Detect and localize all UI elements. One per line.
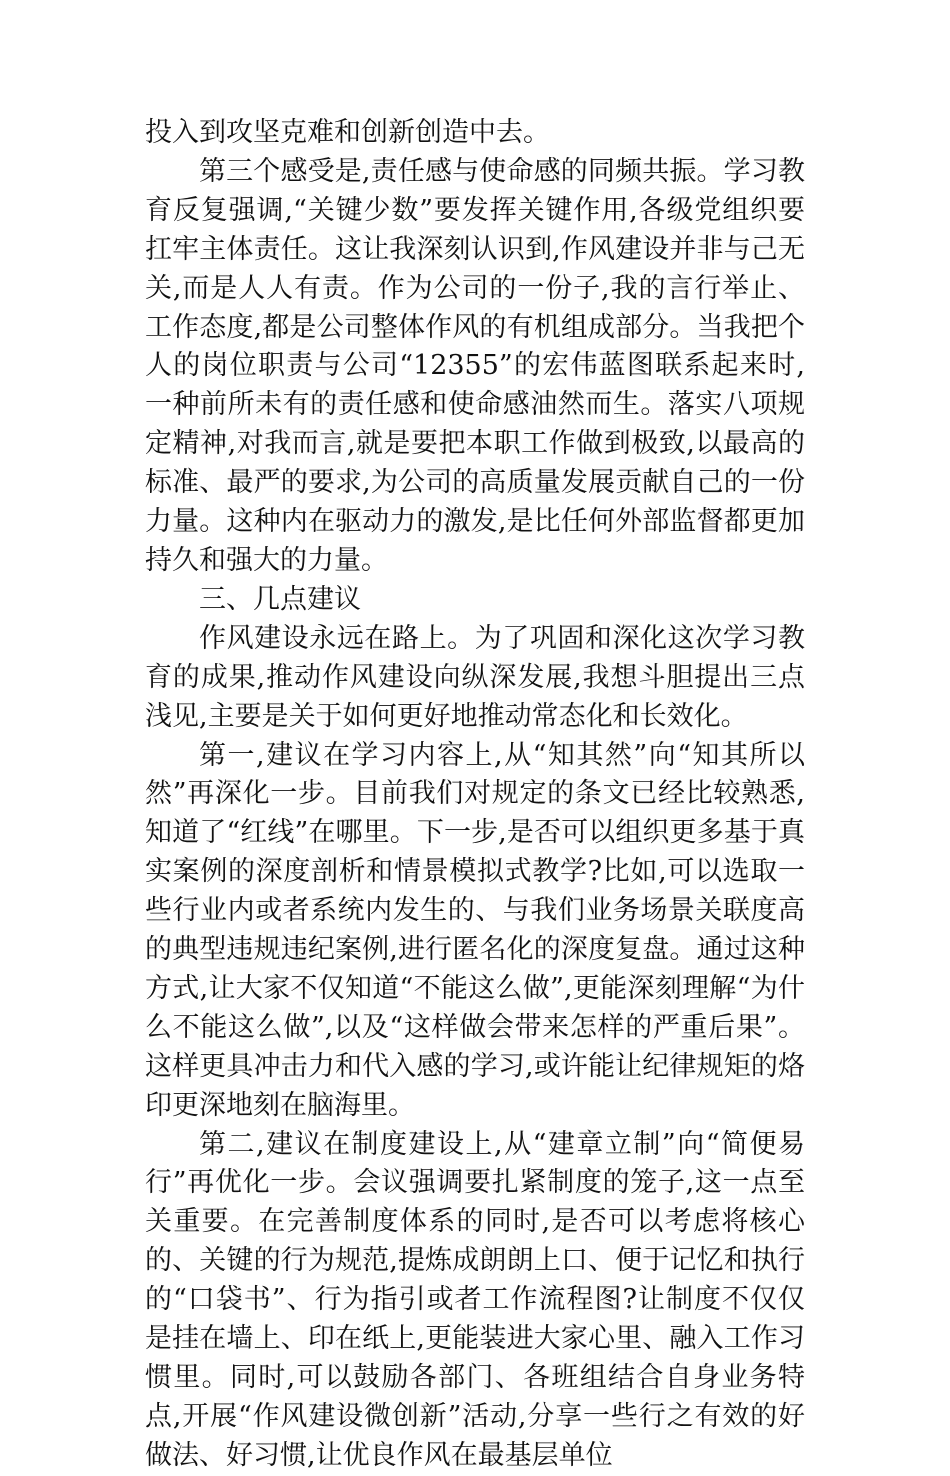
paragraph-third-feeling: 第三个感受是,责任感与使命感的同频共振。学习教育反复强调,“关键少数”要发挥关键作用,各级党组织要扛牢主体责任。这让我深刻认识到,作风建设并非与己无关,而是人人有责。作为公司的一份子,我的言行举止、工作态度,都是公司整体作风的有机组成部分。当我把个人的岗位职责与公司“12355”的宏伟蓝图联系起来时,一种前所未有的责任感和使命感油然而生。落实八项规定精神,对我而言,就是要把本职工作做到极致,以最高的标准、最严的要求,为公司的高质量发展贡献自己的一份力量。这种内在驱动力的激发,是比任何外部监督都更加持久和强大的力量。 xyxy=(145,155,805,576)
paragraph-suggestions-intro: 作风建设永远在路上。为了巩固和深化这次学习教育的成果,推动作风建设向纵深发展,我想斗胆提出三点浅见,主要是关于如何更好地推动常态化和长效化。 xyxy=(145,622,805,732)
document-body xyxy=(145,114,805,1476)
paragraph-suggestion-two: 第二,建议在制度建设上,从“建章立制”向“简便易行”再优化一步。会议强调要扎紧制度的笼子,这一点至关重要。在完善制度体系的同时,是否可以考虑将核心的、关键的行为规范,提炼成朗朗上口、便于记忆和执行的“口袋书”、行为指引或者工作流程图?让制度不仅仅是挂在墙上、印在纸上,更能装进大家心里、融入工作习惯里。同时,可以鼓励各部门、各班组结合自身业务特点,开展“作风建设微创新”活动,分享一些行之有效的好做法、好习惯,让优良作风在最基层单位 xyxy=(145,1128,805,1471)
paragraph-continuation: 投入到攻坚克难和创新创造中去。 xyxy=(145,117,550,148)
section-heading-suggestions: 三、几点建议 xyxy=(199,583,361,615)
paragraph-suggestion-one: 第一,建议在学习内容上,从“知其然”向“知其所以然”再深化一步。目前我们对规定的条文已经比较熟悉,知道了“红线”在哪里。下一步,是否可以组织更多基于真实案例的深度剖析和情景模拟式教学?比如,可以选取一些行业内或者系统内发生的、与我们业务场景关联度高的典型违规违纪案例,进行匿名化的深度复盘。通过这种方式,让大家不仅知道“不能这么做”,更能深刻理解“为什么不能这么做”,以及“这样做会带来怎样的严重后果”。这样更具冲击力和代入感的学习,或许能让纪律规矩的烙印更深地刻在脑海里。 xyxy=(145,739,805,1121)
